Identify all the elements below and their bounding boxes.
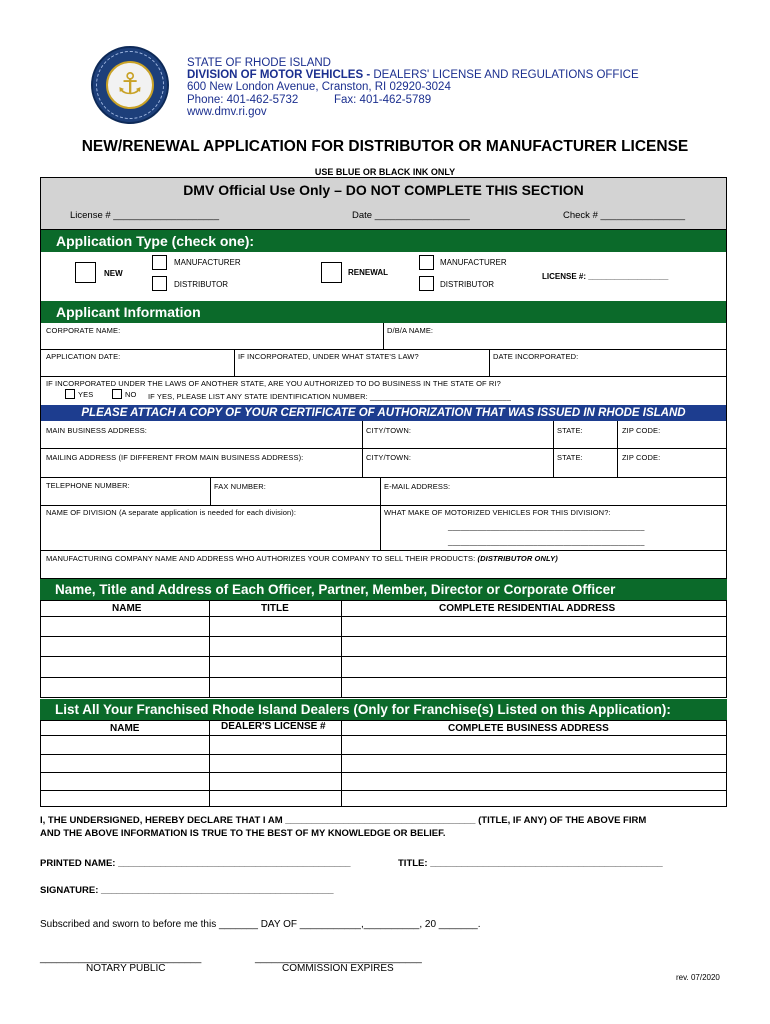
new-checkbox[interactable]: [75, 262, 96, 283]
license-number-field[interactable]: LICENSE #: __________________: [542, 272, 669, 281]
signature-field[interactable]: SIGNATURE: ____________________________________________: [40, 885, 334, 896]
dmv-official-title: DMV Official Use Only – DO NOT COMPLETE THIS SECTION: [183, 182, 584, 198]
dba-name-label: D/B/A NAME:: [387, 326, 434, 335]
yes-checkbox[interactable]: [65, 389, 75, 399]
mfg-company-label: MANUFACTURING COMPANY NAME AND ADDRESS WHO AUTHORIZES YOUR COMPANY TO SELL THEIR PRODUCTS: (DISTRIBUTOR ONLY): [46, 554, 558, 563]
incorporated-state-label: IF INCORPORATED, UNDER WHAT STATE'S LAW?: [238, 352, 419, 361]
dealers-table: [40, 720, 727, 807]
state-id-field[interactable]: IF YES, PLEASE LIST ANY STATE IDENTIFICATION NUMBER: _________________________________: [148, 392, 511, 401]
printed-name-field[interactable]: PRINTED NAME: ____________________________________________: [40, 858, 351, 869]
mailing-address-label: MAILING ADDRESS (IF DIFFERENT FROM MAIN BUSINESS ADDRESS):: [46, 453, 304, 462]
commission-expires-label: COMMISSION EXPIRES: [282, 963, 394, 974]
officers-table: [40, 600, 727, 698]
new-label: NEW: [104, 269, 123, 278]
vehicle-make-label: WHAT MAKE OF MOTORIZED VEHICLES FOR THIS DIVISION?:: [384, 508, 611, 517]
dealers-col-name: NAME: [110, 723, 140, 734]
main-city-label: CITY/TOWN:: [366, 426, 412, 435]
main-state-label: STATE:: [557, 426, 583, 435]
renewal-manufacturer-checkbox[interactable]: [419, 255, 434, 270]
application-date-label: APPLICATION DATE:: [46, 352, 121, 361]
declaration-line-1: I, THE UNDERSIGNED, HEREBY DECLARE THAT I AM ____________________________________ (TITLE, IF ANY) OF THE ABOVE FIRM: [40, 815, 647, 826]
another-state-question: IF INCORPORATED UNDER THE LAWS OF ANOTHER STATE, ARE YOU AUTHORIZED TO DO BUSINESS IN THE STATE OF RI?: [46, 379, 501, 388]
state-seal-logo: [91, 46, 169, 124]
renewal-distributor-checkbox[interactable]: [419, 276, 434, 291]
ink-note: USE BLUE OR BLACK INK ONLY: [314, 167, 456, 177]
officers-header: Name, Title and Address of Each Officer, Partner, Member, Director or Corporate Officer: [40, 579, 727, 600]
header-address: 600 New London Avenue, Cranston, RI 02920-3024: [187, 81, 451, 93]
renewal-checkbox[interactable]: [321, 262, 342, 283]
date-incorporated-label: DATE INCORPORATED:: [493, 352, 579, 361]
page-title: NEW/RENEWAL APPLICATION FOR DISTRIBUTOR OR MANUFACTURER LICENSE: [81, 138, 689, 155]
attach-certificate-note: PLEASE ATTACH A COPY OF YOUR CERTIFICATE OF AUTHORIZATION THAT WAS ISSUED IN RHODE ISLAND: [41, 405, 726, 421]
telephone-label: TELEPHONE NUMBER:: [46, 481, 130, 490]
header-state: STATE OF RHODE ISLAND: [187, 57, 331, 69]
dealers-header: List All Your Franchised Rhode Island Dealers (Only for Franchise(s) Listed on this Application):: [40, 699, 727, 720]
dmv-check-field: Check # ________________: [563, 210, 686, 221]
main-address-label: MAIN BUSINESS ADDRESS:: [46, 426, 147, 435]
dmv-date-field: Date __________________: [352, 210, 470, 221]
renewal-label: RENEWAL: [348, 268, 388, 277]
dealers-col-address: COMPLETE BUSINESS ADDRESS: [448, 723, 609, 734]
header-website: www.dmv.ri.gov: [187, 106, 267, 118]
header-phone: Phone: 401-462-5732: [187, 94, 299, 106]
dealers-col-license: DEALER'S LICENSE #: [221, 721, 326, 732]
yes-label: YES: [78, 390, 94, 399]
corporate-name-label: CORPORATE NAME:: [46, 326, 121, 335]
notary-public-label: NOTARY PUBLIC: [86, 963, 166, 974]
fax-number-label: FAX NUMBER:: [214, 482, 266, 491]
new-manufacturer-checkbox[interactable]: [152, 255, 167, 270]
vehicle-make-line-1[interactable]: ______________________________________________: [448, 522, 645, 531]
no-checkbox[interactable]: [112, 389, 122, 399]
vehicle-make-line-2[interactable]: ______________________________________________: [448, 537, 645, 546]
renewal-manufacturer-label: MANUFACTURER: [440, 258, 507, 267]
officers-col-name: NAME: [112, 603, 142, 614]
mailing-zip-label: ZIP CODE:: [622, 453, 661, 462]
mailing-state-label: STATE:: [557, 453, 583, 462]
title-field[interactable]: TITLE: ____________________________________________: [398, 858, 663, 869]
mailing-city-label: CITY/TOWN:: [366, 453, 412, 462]
officers-col-address: COMPLETE RESIDENTIAL ADDRESS: [439, 603, 616, 614]
main-zip-label: ZIP CODE:: [622, 426, 661, 435]
sworn-statement: Subscribed and sworn to before me this _______ DAY OF ___________,__________, 20 _______.: [40, 919, 481, 930]
commission-line[interactable]: ______________________________: [255, 953, 422, 964]
application-type-header: Application Type (check one):: [41, 230, 726, 252]
new-manufacturer-label: MANUFACTURER: [174, 258, 241, 267]
header-division: DIVISION OF MOTOR VEHICLES - DEALERS' LICENSE AND REGULATIONS OFFICE: [187, 69, 639, 81]
revision-date: rev. 07/2020: [676, 973, 720, 982]
header-fax: Fax: 401-462-5789: [334, 94, 432, 106]
new-distributor-label: DISTRIBUTOR: [174, 280, 229, 289]
new-distributor-checkbox[interactable]: [152, 276, 167, 291]
anchor-icon: ⚓: [116, 67, 144, 102]
officers-col-title: TITLE: [261, 603, 289, 614]
division-name-label: NAME OF DIVISION (A separate application is needed for each division):: [46, 508, 297, 517]
declaration-line-2: AND THE ABOVE INFORMATION IS TRUE TO THE BEST OF MY KNOWLEDGE OR BELIEF.: [40, 828, 446, 839]
notary-line[interactable]: _____________________________: [40, 953, 202, 964]
dmv-license-field: License # ____________________: [70, 210, 219, 221]
email-label: E-MAIL ADDRESS:: [384, 482, 451, 491]
applicant-info-header: Applicant Information: [41, 301, 726, 323]
no-label: NO: [125, 390, 137, 399]
renewal-distributor-label: DISTRIBUTOR: [440, 280, 495, 289]
